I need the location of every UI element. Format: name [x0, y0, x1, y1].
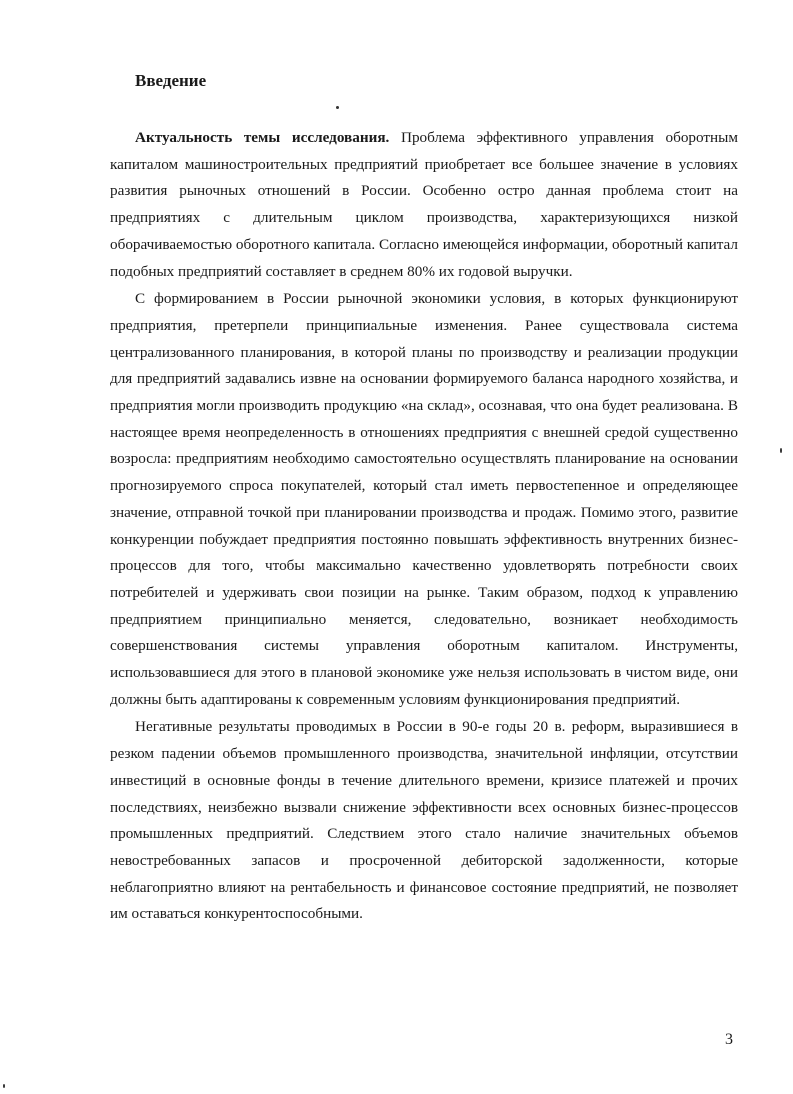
- scan-speck: [3, 1084, 5, 1088]
- scan-speck: [780, 448, 782, 453]
- scan-speck: [336, 106, 339, 109]
- paragraph-reforms: [110, 714, 738, 928]
- paragraph-lead: Актуальность темы исследования.: [135, 129, 390, 146]
- paragraph-text: Негативные результаты проводимых в России в 90-е годы 20 в. реформ, выразившиеся в резком падении объемов промышленного производства, значительной инфляции, отсутствии инвестиций в основные фонды в течение длительного времени, кризисе платежей и прочих последствиях, неизбежно вызвали снижение эффективности всех основных бизнес-процессов промышленных предприятий. Следствием этого стало наличие значительных объемов невостребованных запасов и просроченной дебиторской задолженности, которые неблагоприятно влияют на рентабельность и финансовое состояние предприятий, не позволяет им оставаться конкурентоспособными.: [110, 718, 738, 923]
- page-title: Введение: [135, 71, 207, 90]
- body-text: [110, 125, 738, 929]
- paragraph-market-economy: [110, 286, 738, 713]
- page-number: 3: [725, 1031, 733, 1048]
- paragraph-text: Проблема эффективного управления оборотным капиталом машиностроительных предприятий приобретает все большее значение в условиях развития рыночных отношений в России. Особенно остро данная проблема стоит на предприятиях с длительным циклом производства, характеризующихся низкой оборачиваемостью оборотного капитала. Согласно имеющейся информации, оборотный капитал подобных предприятий составляет в среднем 80% их годовой выручки.: [110, 129, 738, 280]
- paragraph-relevance: [110, 125, 738, 285]
- paragraph-text: С формированием в России рыночной экономики условия, в которых функционируют предприятия, претерпели принципиальные изменения. Ранее существовала система централизованного планирования, в которой планы по производству и реализации продукции для предприятий задавались извне на основании формируемого баланса народного хозяйства, и предприятия могли производить продукцию «на склад», осознавая, что она будет реализована. В настоящее время неопределенность в отношениях предприятия с внешней средой существенно возросла: предприятиям необходимо самостоятельно осуществлять планирование на основании прогнозируемого спроса покупателей, который стал иметь первостепенное и определяющее значение, отправной точкой при планировании производства и продаж. Помимо этого, развитие конкуренции побуждает предприятия постоянно повышать эффективность внутренних бизнес-процессов для того, чтобы максимально качественно удовлетворять потребности своих потребителей и удерживать свои позиции на рынке. Таким образом, подход к управлению предприятием принципиально меняется, следовательно, возникает необходимость совершенствования системы управления оборотным капиталом. Инструменты, использовавшиеся для этого в плановой экономике уже нельзя использовать в чистом виде, они должны быть адаптированы к современным условиям функционирования предприятий.: [110, 290, 738, 708]
